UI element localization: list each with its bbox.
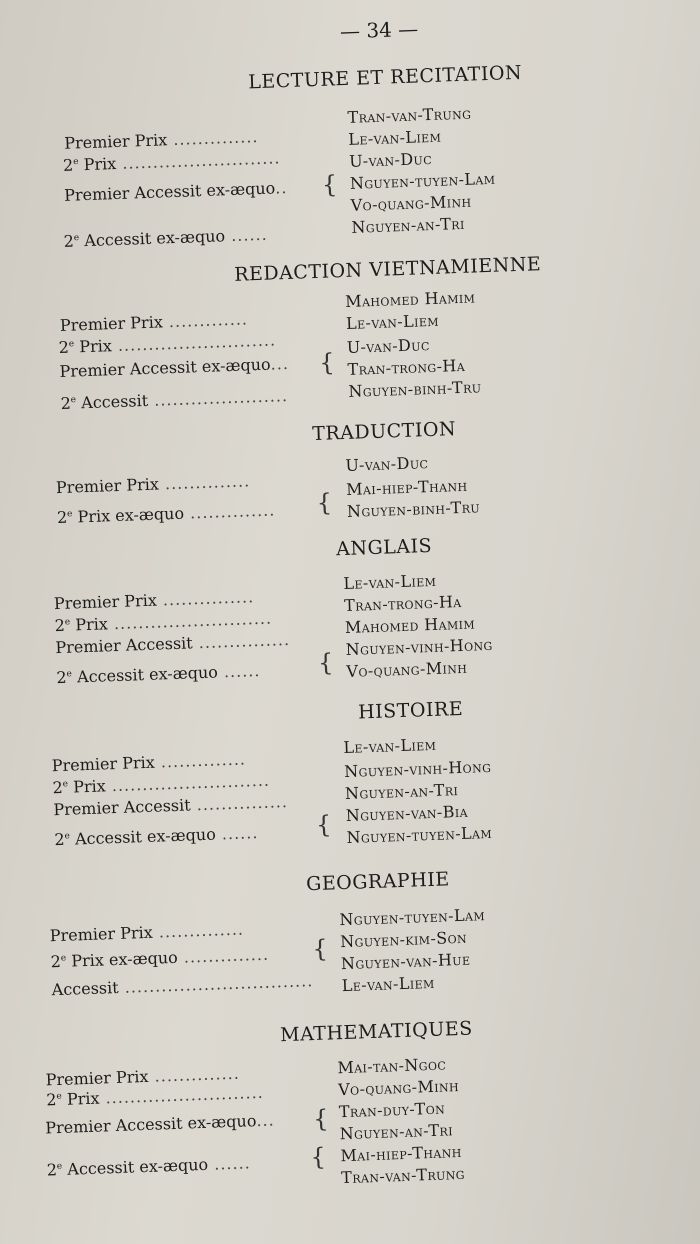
- student-name: U-van-Duc: [348, 148, 433, 171]
- award-label: 2e Prix ..........................: [58, 330, 277, 357]
- section-mathematiques: [0, 1010, 700, 1188]
- student-name: Le-van-Liem: [343, 570, 437, 594]
- student-name: Tran-van-Trung: [340, 1163, 466, 1188]
- student-name: Vo-quang-Minh: [346, 657, 468, 681]
- award-label: Premier Prix ...............: [53, 587, 255, 614]
- award-label: Premier Prix ..............: [45, 1063, 241, 1090]
- student-name: Mahomed Hamim: [344, 287, 476, 311]
- student-name: Tran-trong-Ha: [343, 591, 462, 616]
- section-title: TRADUCTION: [311, 418, 457, 446]
- brace-icon: {: [318, 348, 336, 377]
- student-name: Nguyen-binh-Tru: [346, 497, 481, 521]
- award-label: Premier Accessit ...............: [53, 792, 289, 820]
- brace-icon: {: [310, 1142, 327, 1172]
- student-name: U-van-Duc: [345, 453, 429, 475]
- student-name: Nguyen-vinh-Hong: [343, 756, 492, 782]
- award-label: Premier Accessit ...............: [55, 629, 291, 658]
- award-label: 2e Prix ..........................: [54, 608, 273, 636]
- brace-icon: {: [315, 810, 332, 840]
- student-name: Nguyen-an-Tri: [339, 1120, 454, 1144]
- award-label: Premier Accessit ex-æquo..: [63, 178, 288, 205]
- student-name: Tran-duy-Ton: [338, 1098, 446, 1122]
- student-name: Nguyen-an-Tri: [344, 780, 459, 804]
- award-label: 2e Prix ex-æquo ..............: [50, 944, 270, 972]
- student-name: Nguyen-an-Tri: [351, 213, 465, 237]
- award-label: 2e Prix ex-æquo ..............: [56, 500, 276, 528]
- student-name: Nguyen-tuyen-Lam: [346, 822, 493, 847]
- award-label: 2e Accessit ex-æquo ......: [46, 1153, 252, 1180]
- student-name: Mai-tan-Ngoc: [337, 1054, 447, 1078]
- student-name: Mai-hiep-Thanh: [345, 475, 468, 499]
- brace-icon: {: [311, 934, 329, 964]
- award-label: Accessit ...............................: [51, 971, 314, 1000]
- section-anglais: [0, 526, 700, 688]
- section-histoire: [0, 690, 700, 850]
- award-label: 2e Accessit ......................: [60, 386, 289, 413]
- award-label: Premier Prix ..............: [51, 749, 247, 776]
- student-name: Mahomed Hamim: [344, 613, 476, 638]
- section-title: REDACTION VIETNAMIENNE: [233, 253, 542, 286]
- page-number: — 34 —: [339, 16, 419, 44]
- section-title: MATHEMATIQUES: [279, 1017, 474, 1047]
- student-name: Le-van-Liem: [345, 310, 440, 333]
- student-name: Tran-van-Trung: [347, 103, 472, 127]
- award-label: 2e Accessit ex-æquo ......: [54, 823, 259, 850]
- brace-icon: {: [316, 488, 333, 517]
- award-label: 2e Accessit ex-æquo ......: [63, 224, 268, 251]
- award-label: Premier Prix ..............: [55, 471, 251, 498]
- section-title: HISTOIRE: [357, 697, 464, 724]
- brace-icon: {: [312, 1104, 329, 1134]
- student-name: Nguyen-vinh-Hong: [345, 634, 494, 659]
- section-geographie: [0, 860, 700, 1000]
- award-label: 2e Prix ..........................: [62, 148, 281, 175]
- award-label: 2e Prix ..........................: [52, 770, 271, 798]
- award-label: Premier Accessit ex-æquo...: [44, 1110, 275, 1138]
- student-name: Mai-hiep-Thanh: [340, 1141, 463, 1166]
- award-label: Premier Prix ..............: [49, 919, 245, 946]
- award-label: Premier Accessit ex-æquo...: [59, 353, 290, 381]
- award-label: Premier Prix ..............: [63, 127, 259, 153]
- section-title: ANGLAIS: [335, 534, 433, 561]
- student-name: U-van-Duc: [346, 335, 431, 357]
- award-label: 2e Prix ..........................: [45, 1082, 265, 1110]
- student-name: Le-van-Liem: [341, 972, 435, 996]
- brace-icon: {: [321, 170, 338, 199]
- brace-icon: {: [317, 648, 334, 677]
- section-title: LECTURE ET RECITATION: [247, 61, 523, 94]
- award-label: 2e Accessit ex-æquo ......: [56, 660, 261, 688]
- student-name: Nguyen-van-Hue: [340, 949, 471, 974]
- student-name: Nguyen-kim-Son: [339, 927, 468, 952]
- student-name: Vo-quang-Minh: [337, 1076, 460, 1100]
- student-name: Nguyen-binh-Tru: [348, 377, 482, 401]
- student-name: Nguyen-tuyen-Lam: [339, 905, 486, 930]
- student-name: Le-van-Liem: [343, 734, 437, 758]
- student-name: Nguyen-tuyen-Lam: [349, 168, 496, 193]
- award-label: Premier Prix .............: [59, 309, 249, 335]
- section-title: GEOGRAPHIE: [305, 868, 451, 896]
- section-lecture: [0, 54, 700, 251]
- student-name: Vo-quang-Minh: [350, 191, 472, 215]
- student-name: Tran-trong-Ha: [347, 355, 466, 379]
- section-redaction: [0, 248, 700, 413]
- student-name: Le-van-Liem: [348, 126, 442, 149]
- student-name: Nguyen-van-Bia: [345, 801, 469, 825]
